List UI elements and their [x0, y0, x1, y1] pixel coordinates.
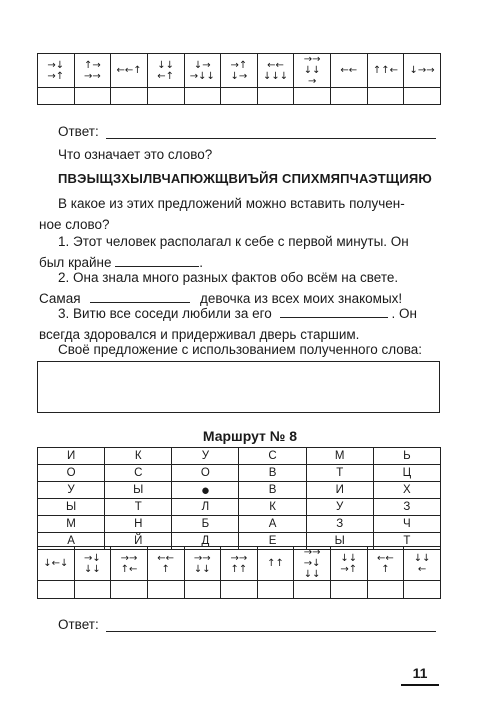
sentence-text: . Он: [391, 306, 417, 321]
letter-input-cell[interactable]: [111, 581, 148, 599]
answer-row: [38, 581, 441, 599]
fill-blank[interactable]: [115, 254, 199, 267]
arrow-cell: ↓↓ ←↑: [147, 54, 184, 88]
arrow-cell: ←← ↓↓↓: [257, 54, 294, 88]
letter-input-cell[interactable]: [404, 581, 441, 599]
sentence-text: .: [199, 255, 204, 270]
sentence-line: всегда здоровался и придерживал дверь старшим.: [39, 327, 360, 342]
page-number-underline: [401, 684, 439, 686]
grid-cell: Е: [239, 533, 306, 550]
grid-cell: А: [239, 516, 306, 533]
question-text: Что означает это слово?: [58, 147, 213, 162]
grid-cell: К: [105, 448, 172, 465]
grid-cell: И: [38, 448, 105, 465]
which-sentence-prompt: [39, 193, 448, 235]
grid-cell: Д: [172, 533, 239, 550]
arrow-cell: ↓↓ ←: [404, 547, 441, 581]
grid-cell: О: [172, 465, 239, 482]
grid-cell: Т: [373, 533, 440, 550]
letter-input-cell[interactable]: [221, 581, 258, 599]
own-sentence-prompt: Своё предложение с использованием полученного слова:: [58, 342, 423, 357]
grid-cell: Л: [172, 499, 239, 516]
arrow-cell: ←← ↑: [147, 547, 184, 581]
bottom-arrow-table: [37, 546, 441, 599]
grid-cell: У: [172, 448, 239, 465]
answer-label: Ответ:: [58, 124, 99, 139]
arrow-cell: →↑ ↓→: [221, 54, 258, 88]
letter-input-cell[interactable]: [38, 88, 75, 105]
grid-cell: В: [239, 482, 306, 499]
grid-cell: И: [306, 482, 373, 499]
letter-input-cell[interactable]: [184, 581, 221, 599]
grid-cell: З: [306, 516, 373, 533]
arrow-cell: ↑→ →→: [74, 54, 111, 88]
page-number: 11: [412, 665, 428, 681]
arrow-cell: →↓ →↑: [38, 54, 75, 88]
letter-input-cell[interactable]: [367, 88, 404, 105]
grid-cell: Ы: [38, 499, 105, 516]
sentence-line: 2. Она знала много разных фактов обо всём на свете.: [58, 270, 399, 285]
letter-input-cell[interactable]: [74, 88, 111, 105]
fill-blank[interactable]: [280, 305, 388, 318]
grid-row: [38, 465, 441, 482]
grid-cell: О: [38, 465, 105, 482]
grid-cell: Й: [105, 533, 172, 550]
prompt-line: ное слово?: [39, 217, 110, 232]
arrow-cell: →→ ↓↓: [184, 547, 221, 581]
grid-row: [38, 499, 441, 516]
grid-cell: Ы: [105, 482, 172, 499]
arrow-cell: →→ ↓↓ →: [294, 54, 331, 88]
letter-input-cell[interactable]: [331, 581, 368, 599]
arrow-cell: ↓→ →↓↓: [184, 54, 221, 88]
letter-input-cell[interactable]: [367, 581, 404, 599]
answer-row: [38, 88, 441, 105]
grid-cell: М: [38, 516, 105, 533]
letter-input-cell[interactable]: [294, 88, 331, 105]
grid-cell: В: [239, 465, 306, 482]
grid-cell: Н: [105, 516, 172, 533]
sentence-text: Самая: [39, 291, 81, 306]
route-title: Маршрут № 8: [202, 428, 298, 444]
arrow-cell: ↓→→: [404, 54, 441, 88]
grid-cell: С: [239, 448, 306, 465]
puzzle-letter-string: ПВЭЫЩЗХЫЛВЧАПЮЖЩВИЪЙЯ СПИХМЯПЧАЭТЩИЯЮ: [58, 171, 433, 186]
grid-cell-start: ●: [172, 482, 239, 499]
grid-cell: Ч: [373, 516, 440, 533]
letter-input-cell[interactable]: [147, 581, 184, 599]
prompt-line: В какое из этих предложений можно вставить получен-: [58, 196, 405, 211]
arrow-cell: ↓←↓: [38, 547, 75, 581]
grid-cell: У: [38, 482, 105, 499]
grid-row: [38, 482, 441, 499]
grid-cell: Ц: [373, 465, 440, 482]
own-sentence-box[interactable]: [37, 361, 440, 413]
arrow-cell: ←←: [331, 54, 368, 88]
letter-input-cell[interactable]: [38, 581, 75, 599]
grid-cell: Ь: [373, 448, 440, 465]
top-arrow-table: [37, 53, 441, 105]
grid-cell: А: [38, 533, 105, 550]
sentence-text: девочка из всех моих знакомых!: [200, 291, 403, 306]
sentence-line: 1. Этот человек располагал к себе с первой минуты. Он: [58, 234, 409, 249]
arrow-cell: ↑↑←: [367, 54, 404, 88]
sentence-text: был крайне: [39, 255, 112, 270]
arrow-cell: ←← ↑: [367, 547, 404, 581]
letter-input-cell[interactable]: [257, 88, 294, 105]
grid-cell: К: [239, 499, 306, 516]
answer-line[interactable]: [106, 138, 436, 139]
letter-input-cell[interactable]: [184, 88, 221, 105]
letter-input-cell[interactable]: [111, 88, 148, 105]
arrow-cell: ↓↓ →↑: [331, 547, 368, 581]
grid-cell: М: [306, 448, 373, 465]
arrow-cell: →↓ ↓↓: [74, 547, 111, 581]
answer-label: Ответ:: [58, 617, 99, 632]
arrow-row: [38, 54, 441, 88]
letter-input-cell[interactable]: [147, 88, 184, 105]
arrow-cell: →→ ↑←: [111, 547, 148, 581]
fill-blank[interactable]: [90, 290, 190, 303]
arrow-cell: ↑↑: [257, 547, 294, 581]
letter-input-cell[interactable]: [331, 88, 368, 105]
sentence-text: 3. Витю все соседи любили за его: [58, 306, 272, 321]
arrow-cell: ←←↑: [111, 54, 148, 88]
grid-row: [38, 516, 441, 533]
grid-cell: Т: [105, 499, 172, 516]
letter-input-cell[interactable]: [294, 581, 331, 599]
arrow-row: [38, 547, 441, 581]
letter-input-cell[interactable]: [74, 581, 111, 599]
answer-line[interactable]: [106, 631, 436, 632]
grid-cell: С: [105, 465, 172, 482]
grid-row: [38, 448, 441, 465]
grid-cell: Х: [373, 482, 440, 499]
letter-input-cell[interactable]: [257, 581, 294, 599]
letter-grid: [37, 447, 441, 550]
arrow-cell: →→ ↑↑: [221, 547, 258, 581]
sentence-line: [58, 303, 448, 324]
grid-cell: Б: [172, 516, 239, 533]
arrow-cell: →→ →↓ ↓↓: [294, 547, 331, 581]
grid-cell: У: [306, 499, 373, 516]
grid-cell: Ы: [306, 533, 373, 550]
grid-cell: З: [373, 499, 440, 516]
letter-input-cell[interactable]: [404, 88, 441, 105]
letter-input-cell[interactable]: [221, 88, 258, 105]
grid-cell: Т: [306, 465, 373, 482]
